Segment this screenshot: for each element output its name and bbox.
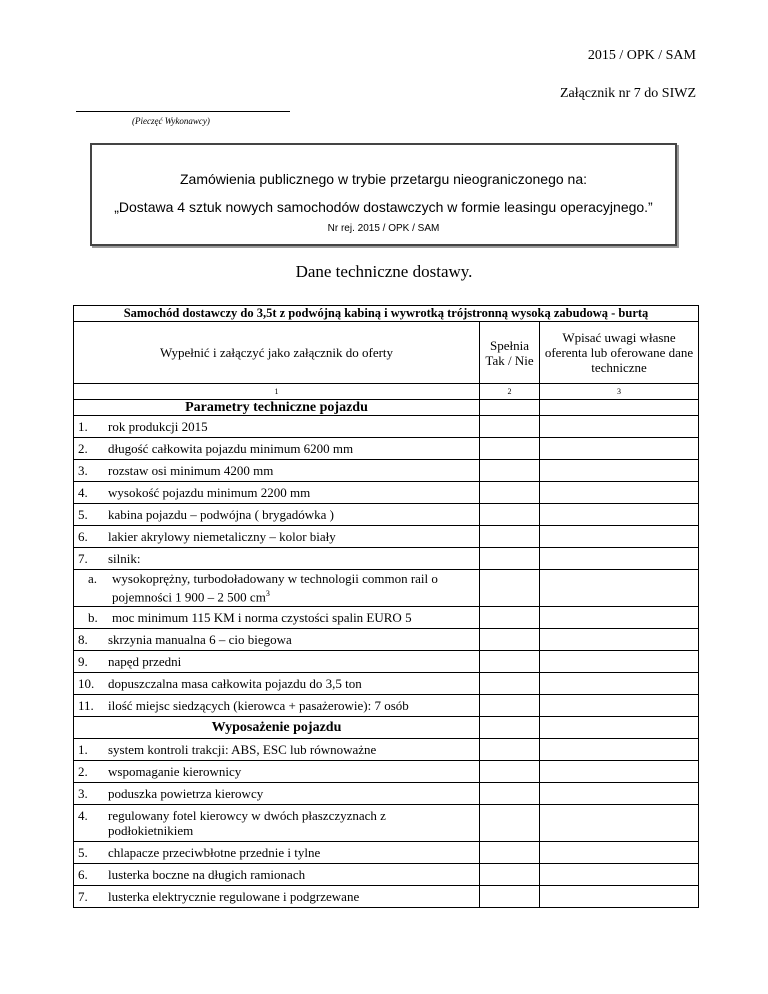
remarks-cell[interactable] — [540, 739, 699, 761]
item-text: ilość miejsc siedzących (kierowca + pasażerowie): 7 osób — [108, 698, 409, 713]
item-text: wspomaganie kierownicy — [108, 764, 242, 779]
item-text: skrzynia manualna 6 – cio biegowa — [108, 632, 292, 647]
column-number: 1 — [74, 384, 480, 400]
compliance-cell[interactable] — [480, 761, 540, 783]
compliance-cell[interactable] — [480, 739, 540, 761]
compliance-cell[interactable] — [480, 842, 540, 864]
table-row — [74, 607, 480, 629]
item-number: 1. — [78, 742, 88, 757]
item-text: silnik: — [108, 551, 141, 566]
table-row — [74, 548, 480, 570]
remarks-cell[interactable] — [540, 629, 699, 651]
compliance-cell[interactable] — [480, 695, 540, 717]
item-number: 2. — [78, 764, 88, 779]
item-number: 3. — [78, 786, 88, 801]
compliance-cell[interactable] — [480, 548, 540, 570]
table-row — [74, 739, 480, 761]
table-row — [74, 629, 480, 651]
compliance-cell[interactable] — [480, 651, 540, 673]
item-text: dopuszczalna masa całkowita pojazdu do 3,5 ton — [108, 676, 362, 691]
item-text: lusterka elektrycznie regulowane i podgrzewane — [108, 889, 360, 904]
item-text: moc minimum 115 KM i norma czystości spalin EURO 5 — [112, 610, 412, 625]
table-row — [74, 482, 480, 504]
table-row — [74, 460, 480, 482]
item-text — [112, 571, 452, 604]
compliance-cell[interactable] — [480, 717, 540, 739]
superscript: 3 — [265, 589, 270, 599]
compliance-cell[interactable] — [480, 416, 540, 438]
compliance-cell[interactable] — [480, 805, 540, 842]
item-number: 2. — [78, 441, 88, 456]
compliance-label: Spełnia — [490, 337, 529, 353]
item-letter: b. — [88, 610, 98, 625]
item-text: rok produkcji 2015 — [108, 419, 208, 434]
item-number: 6. — [78, 867, 88, 882]
item-text: napęd przedni — [108, 654, 182, 669]
compliance-cell[interactable] — [480, 864, 540, 886]
column-header-remarks: Wpisać uwagi własne oferenta lub oferowane dane techniczne — [540, 322, 699, 384]
item-text: kabina pojazdu – podwójna ( brygadówka ) — [108, 507, 334, 522]
item-text: rozstaw osi minimum 4200 mm — [108, 463, 274, 478]
item-text: długość całkowita pojazdu minimum 6200 mm — [108, 441, 354, 456]
compliance-options: Tak / Nie — [485, 352, 534, 368]
table-row — [74, 673, 480, 695]
item-text: system kontroli trakcji: ABS, ESC lub równoważne — [108, 742, 377, 757]
compliance-cell[interactable] — [480, 400, 540, 416]
document-title: Dane techniczne dostawy. — [295, 262, 473, 281]
item-number: 4. — [78, 808, 88, 823]
compliance-cell[interactable] — [480, 482, 540, 504]
remarks-cell[interactable] — [540, 548, 699, 570]
annex-label: Załącznik nr 7 do SIWZ — [559, 86, 696, 101]
item-letter: a. — [88, 571, 98, 587]
remarks-cell[interactable] — [540, 886, 699, 908]
item-text: lusterka boczne na długich ramionach — [108, 867, 306, 882]
item-text: chlapacze przeciwbłotne przednie i tylne — [108, 845, 321, 860]
table-row — [74, 504, 480, 526]
stamp-signature-line — [76, 111, 290, 112]
section-heading-parameters: Parametry techniczne pojazdu — [74, 400, 480, 416]
item-number: 4. — [78, 485, 88, 500]
compliance-cell[interactable] — [480, 783, 540, 805]
remarks-cell[interactable] — [540, 783, 699, 805]
item-number: 3. — [78, 463, 88, 478]
remarks-cell[interactable] — [540, 607, 699, 629]
column-header-description: Wypełnić i załączyć jako załącznik do oferty — [74, 322, 480, 384]
compliance-cell[interactable] — [480, 673, 540, 695]
item-number: 7. — [78, 889, 88, 904]
remarks-cell[interactable] — [540, 717, 699, 739]
table-row — [74, 438, 480, 460]
tender-subject-text: „Dostawa 4 sztuk nowych samochodów dostawczych w formie leasingu operacyjnego.” — [114, 199, 653, 215]
table-row — [74, 416, 480, 438]
item-number: 9. — [78, 654, 88, 669]
table-row — [74, 651, 480, 673]
compliance-cell[interactable] — [480, 570, 540, 607]
compliance-cell[interactable] — [480, 504, 540, 526]
remarks-cell[interactable] — [540, 438, 699, 460]
remarks-cell[interactable] — [540, 695, 699, 717]
document-reference: 2015 / OPK / SAM — [587, 48, 696, 63]
item-text: lakier akrylowy niemetaliczny – kolor biały — [108, 529, 336, 544]
item-text: poduszka powietrza kierowcy — [108, 786, 264, 801]
item-number: 11. — [78, 698, 94, 713]
tender-info-box — [90, 143, 677, 246]
remarks-cell[interactable] — [540, 400, 699, 416]
compliance-cell[interactable] — [480, 607, 540, 629]
compliance-cell[interactable] — [480, 438, 540, 460]
item-number: 5. — [78, 507, 88, 522]
tender-mode-text: Zamówienia publicznego w trybie przetargu nieograniczonego na: — [179, 171, 588, 187]
item-number: 1. — [78, 419, 88, 434]
remarks-cell[interactable] — [540, 526, 699, 548]
compliance-cell[interactable] — [480, 886, 540, 908]
table-row — [74, 695, 480, 717]
remarks-cell[interactable] — [540, 570, 699, 607]
table-row — [74, 761, 480, 783]
table-row — [74, 864, 480, 886]
table-row — [74, 805, 480, 842]
remarks-cell[interactable] — [540, 504, 699, 526]
table-row — [74, 783, 480, 805]
item-number: 6. — [78, 529, 88, 544]
column-header-compliance — [480, 322, 540, 384]
stamp-label: (Pieczęć Wykonawcy) — [132, 116, 210, 126]
column-number: 2 — [480, 384, 540, 400]
item-number: 5. — [78, 845, 88, 860]
vehicle-heading: Samochód dostawczy do 3,5t z podwójną kabiną i wywrotką trójstronną wysoką zabudową - burtą — [74, 306, 699, 322]
compliance-cell[interactable] — [480, 526, 540, 548]
engine-type-text: wysokoprężny, turbodoładowany w technologii common rail o pojemności 1 900 – 2 500 cm — [112, 571, 438, 605]
remarks-cell[interactable] — [540, 805, 699, 842]
item-number: 8. — [78, 632, 88, 647]
remarks-cell[interactable] — [540, 416, 699, 438]
remarks-cell[interactable] — [540, 761, 699, 783]
remarks-cell[interactable] — [540, 482, 699, 504]
registration-number: Nr rej. 2015 / OPK / SAM — [327, 223, 440, 234]
table-row — [74, 842, 480, 864]
table-row — [74, 526, 480, 548]
item-number: 10. — [78, 676, 95, 691]
item-number: 7. — [78, 551, 88, 566]
table-row — [74, 886, 480, 908]
compliance-cell[interactable] — [480, 460, 540, 482]
table-row — [74, 570, 480, 607]
remarks-cell[interactable] — [540, 864, 699, 886]
remarks-cell[interactable] — [540, 460, 699, 482]
column-number: 3 — [540, 384, 699, 400]
technical-spec-table — [73, 305, 699, 908]
item-text: wysokość pojazdu minimum 2200 mm — [108, 485, 311, 500]
compliance-cell[interactable] — [480, 629, 540, 651]
section-heading-equipment: Wyposażenie pojazdu — [74, 717, 480, 739]
item-text: regulowany fotel kierowcy w dwóch płaszczyznach z podłokietnikiem — [108, 808, 386, 838]
remarks-cell[interactable] — [540, 673, 699, 695]
remarks-cell[interactable] — [540, 651, 699, 673]
remarks-cell[interactable] — [540, 842, 699, 864]
